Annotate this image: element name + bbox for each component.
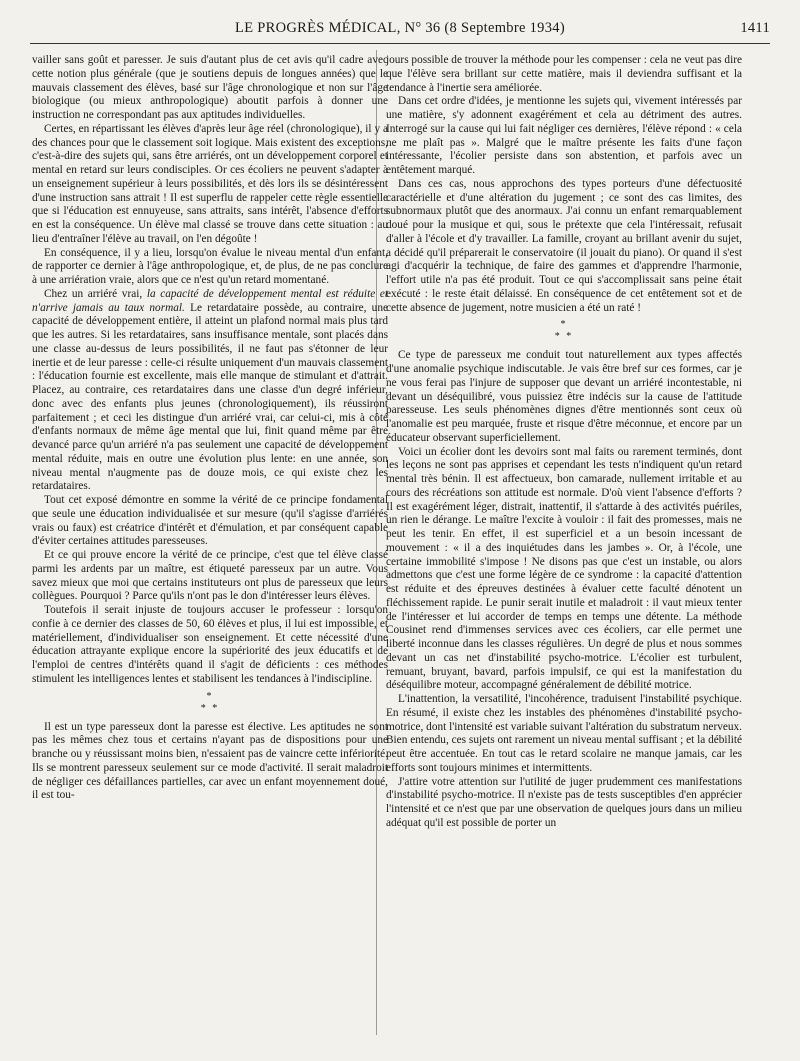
paragraph: Dans cet ordre d'idées, je mentionne les sujets qui, vivement intéressés par une matière, s'y adonnent exagérément et cela au détriment des autres. Interrogé sur la cause qui lui fait négliger ces dernières, l'élève répond : « cela ne me plaît pas ». Malgré que le maître présente les faits d'une façon intéressante, l'écolier persiste dans son abstention, et parfois avec un entêtement marqué. [386,95,742,176]
paragraph: Il est un type paresseux dont la paresse est élective. Les aptitudes ne sont pas les mêmes chez tous et certains n'ayant pas de dispositions pour une branche ou y réussissant moins bien, n'essaient pas de vaincre cette infériorité. Ils se montrent paresseux seulement sur ce mode d'activité. Il serait maladroit de négliger ces défaillances partielles, car avec un enfant moyennement doué, il est tou- [32,720,388,802]
header-rule [30,43,770,44]
paragraph: Ce type de paresseux me conduit tout naturellement aux types affectés d'une anomalie psychique indiscutable. Je vais être bref sur ces formes, car je ne vous ferai pas l'injure de supposer que devant un arriéré incontestable, ni devant un déséquilibré, vous puissiez être indécis sur la cause de l'attitude paresseuse. Les seuls phénomènes dignes d'être mentionnés sont ceux où l'anomalie est peu marquée, fruste et risque d'être méconnue, et encore par un éducateur observant superficiellement. [386,349,742,444]
journal-title: LE PROGRÈS MÉDICAL, N° 36 (8 Septembre 1934) [235,20,565,36]
section-separator: * * * [554,319,574,343]
left-column [32,54,388,803]
paragraph: Et ce qui prouve encore la vérité de ce principe, c'est que tel élève classé parmi les ardents par un maître, est étiqueté paresseux par un autre. Vous savez mieux que moi que certains instituteurs ont plus de paresseux que leurs collègues. Pourquoi ? Parce qu'ils n'ont pas le don d'intéresser leurs élèves. [32,549,388,603]
paragraph-text: Chez un arriéré vrai, [44,287,147,300]
paragraph-text: Le retardataire possède, au contraire, une capacité de développement entière, il atteint un plafond normal mais plus tard que les autres. Si les retardataires, sans insuffisance mentale, sont placés dans une classe au-dessus de leurs possibilités, il ne faut pas s'étonner de leur inertie et de leur paresse : celle-ci résulte uniquement d'un mauvais classement : l'éducation fournie est excellente, mais elle manque de stimulant et d'attrait. Placez, au contraire, ces retardataires dans une classe d'un degré inférieur, donc avec des enfants plus jeunes (chronologiquement), ils réussiront parfaitement ; et ceci les distingue d'un arriéré vrai, car celui-ci, mis à côté d'enfants normaux de même âge mental que lui, finit quand même par être devancé parce qu'un arriéré n'a pas seulement une capacité de développement mental réduite, mais en outre une évolution plus lente: en une année, son niveau mental n'augmente pas de douze mois, ce qui existe chez les retardataires. [32,301,388,493]
paragraph: Toutefois il serait injuste de toujours accuser le professeur : lorsqu'on confie à ce dernier des classes de 50, 60 élèves et plus, il lui est impossible, et matériellement, d'individualiser son enseignement. Et cette nécessité d'une éducation attrayante explique encore la supériorité des jeux éducatifs et de l'emploi de centres d'intérêts quand il s'agit de déficients : ces méthodes stimulent les intelligences lentes et stabilisent les tendances à l'indiscipline. [32,604,388,685]
paragraph: Certes, en répartissant les élèves d'après leur âge réel (chronologique), il y a des chances pour que le classement soit logique. Mais existent des exceptions, c'est-à-dire des sujets qui, sans être arriérés, ont un développement corporel et mental en retard sur leurs condisciples. Or ces écoliers ne peuvent s'adapter à un enseignement supérieur à leurs possibilités, et dès lors ils se désintéressent d'une instruction sans attrait ! Il est superflu de rappeler cette règle essentielle que si l'éducation est ennuyeuse, sans attraits, sans intérêt, l'absence d'efforts en est la conséquence. Un élève mal classé se trouve dans cette situation : au lieu d'entraîner l'élève au travail, on l'en dégoûte ! [32,122,388,245]
section-separator: * * * [200,690,220,714]
paragraph: vailler sans goût et paresser. Je suis d'autant plus de cet avis qu'il cadre avec cette notion plus générale (que je soutiens depuis de longues années) que le mauvais classement des élèves, basé sur l'âge chronologique et non sur l'âge biologique (ou mieux anthropologique) aboutit parfois à donner une instruction ne correspondant pas aux aptitudes individuelles. [32,54,388,121]
paragraph: Tout cet exposé démontre en somme la vérité de ce principe fondamental que seule une éducation individualisée et sur mesure (qu'il s'agisse d'arriérés vrais ou faux) est créatrice d'intérêt et d'émulation, et par conséquent capable d'éviter certaines attitudes paresseuses. [32,494,388,548]
running-header [30,18,770,42]
emphasis-text: la capacité de développement mental est réduite et n'arrive jamais au taux normal. [32,287,388,314]
paragraph: J'attire votre attention sur l'utilité de juger prudemment ces manifestations d'instabilité psycho-motrice. Il n'existe pas de tests susceptibles d'en apprécier l'intensité et ce n'est que par une observation de quelques jours dans un milieu adéquat qu'il est possible de porter un [386,775,742,829]
paragraph: Voici un écolier dont les devoirs sont mal faits ou rarement terminés, dont les leçons ne sont pas apprises et cependant les tests n'indiquent qu'un retard mental très bénin. Il est affectueux, bon camarade, nullement irritable et au cours des récréations son attitude est normale. D'où vient l'absence d'efforts ? Il est exagérément léger, distrait, inattentif, il s'attarde à des activités puériles, un rien le dérange. Le maître l'excite à vouloir : il fait des promesses, mais ne peut les tenir. En effet, il est superficiel et a un besoin incessant de mouvement : « il a des inquiétudes dans les jambes ». Or, à l'école, une certaine immobilité s'impose ! Ne disons pas que c'est un instable, ou alors admettons que c'est une forme légère de ce syndrome : la capacité d'attention est réduite et des épreuves destinées à évaluer cette faculté dénotent un fléchissement rapide. Le punir serait inutile et maladroit : il vaut mieux tenter de l'intéresser et lui accorder de temps en temps une détente. La méthode Cousinet rend d'immenses services avec ces écoliers, car elle permet une liberté inconnue dans les classes régulières. Un degré de plus et nous sommes devant un cas net d'instabilité psycho-motrice. L'écolier est turbulent, remuant, bruyant, bavard, parfois impulsif, ce qui est la manifestation du déséquilibre moteur, accompagné généralement de débilité motrice. [386,445,742,692]
right-column [386,54,742,831]
paragraph: jours possible de trouver la méthode pour les compenser : cela ne veut pas dire que l'élève sera brillant sur cette matière, mais il deviendra suffisant et la tendance à l'inertie sera améliorée. [386,54,742,94]
paragraph: En conséquence, il y a lieu, lorsqu'on évalue le niveau mental d'un enfant, de rapporter ce dernier à l'âge anthropologique, et, de plus, de ne pas conclure à une arriération vraie, alors que ce n'est qu'un retard momentané. [32,246,388,286]
page-number: 1411 [740,20,770,36]
paragraph: L'inattention, la versatilité, l'incohérence, traduisent l'instabilité psychique. En résumé, il existe chez les instables des phénomènes d'instabilité psycho-motrice, dont l'intensité est variable suivant l'altération du substratum nerveux. Bien entendu, ces sujets ont rarement un niveau mental suffisant ; et la débilité peut être accentuée. En tout cas le retard scolaire ne manque jamais, car les efforts sont toujours minimes et intermittents. [386,693,742,774]
paragraph [32,288,388,494]
paragraph: Dans ces cas, nous approchons des types porteurs d'une défectuosité caractérielle et d'une altération du jugement ; ce sont des cas limites, des subnormaux plutôt que des anormaux. J'ai connu un enfant remarquablement doué pour la musique et qui, sous le prétexte que cela l'intéressait, refusait d'aller à l'école et d'y travailler. La famille, croyant au brillant avenir du sujet, a décidé qu'il préparerait le conservatoire (il jouait du piano). Or quand il s'est agi d'acquérir la technique, de faire des gammes et d'apprendre l'harmonie, l'effort utile n'a pas été produit. Tout ce qui s'accomplissait sans peine était exécuté : le reste était délaissé. En conséquence de cet entêtement sot et de cette absence de jugement, notre musicien a été un raté ! [386,177,742,314]
